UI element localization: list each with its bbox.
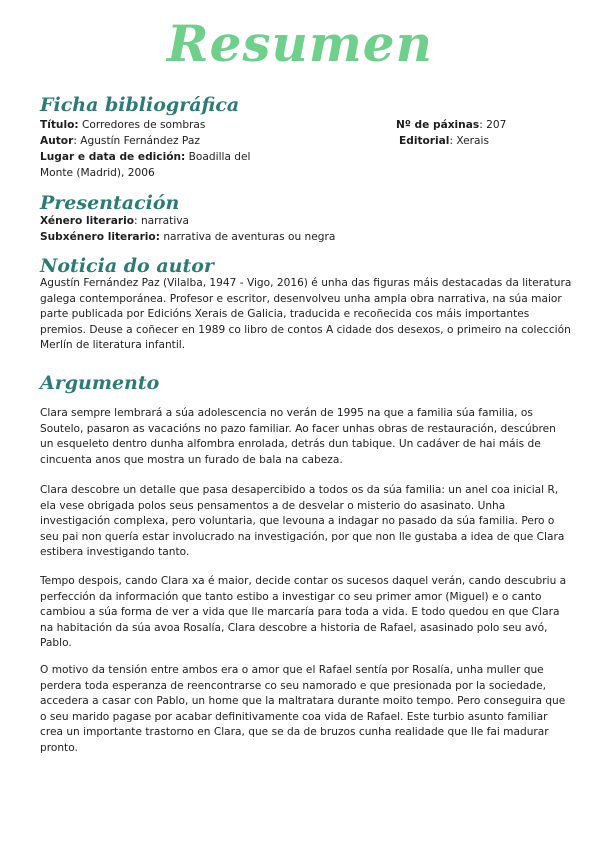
ficha-autor: [40, 133, 200, 149]
ficha-lugar: [40, 149, 251, 165]
subxenero-value: narrativa de aventuras ou negra: [163, 231, 336, 243]
titulo-label: Título:: [40, 119, 79, 131]
argumento-paragraph-3: Tempo despois, cando Clara xa é maior, decide contar os sucesos daquel verán, cando descubriu a perfección da información que tanto estibo a investigar co seu primer amor (Miguel) e o canto cambiou a súa forma de ver a vida que lle marcaría para toda a vida. E todo quedou en que Clara na habitación da súa avoa Rosalía, Clara descobre a historia de Rafael, asasinado polo seu avó, Pablo.: [40, 575, 567, 649]
argumento-paragraph-2: Clara descobre un detalle que pasa desapercibido a todos os da súa familia: un anel coa inicial R, ela vese obrigada polos seus pensamentos a de desvelar o misterio do asasinato. Unha investigación complexa, pero voluntaria, que levouna a indagar no pasado da súa familia. Pero o seu pai non quería estar involucrado na investigación, por que non lle gustaba a idea de que Clara estibera investigando tanto.: [40, 484, 565, 558]
heading-noticia: Noticia do autor: [40, 255, 214, 277]
ficha-editorial: [399, 133, 489, 149]
editorial-value: : Xerais: [449, 135, 489, 147]
editorial-label: Editorial: [399, 135, 450, 147]
noticia-text: Agustín Fernández Paz (Vilalba, 1947 - Vigo, 2016) é unha das figuras máis destacadas da literatura galega contemporánea. Profesor e escritor, desenvolveu unha ampla obra narrativa, na súa maior parte publicada por Edicións Xerais de Galicia, traducida e recoñecida cos máis importantes premios. Deuse a coñecer en 1989 co libro de contos A cidade dos desexos, o primeiro na colección Merlín de literatura infantil.: [40, 277, 572, 351]
lugar-label: Lugar e data de edición:: [40, 151, 186, 163]
autor-value: : Agustín Fernández Paz: [73, 135, 200, 147]
heading-ficha: Ficha bibliográfica: [40, 94, 240, 116]
presentacion-xenero: [40, 213, 189, 229]
subxenero-label: Subxénero literario:: [40, 231, 160, 243]
presentacion-subxenero: [40, 229, 335, 245]
paxinas-label: Nº de páxinas: [396, 119, 480, 131]
autor-label: Autor: [40, 135, 74, 147]
ficha-paxinas: [396, 117, 506, 133]
xenero-label: Xénero literario: [40, 215, 135, 227]
heading-presentacion: Presentación: [40, 192, 180, 214]
titulo-value: Corredores de sombras: [81, 119, 206, 131]
ficha-titulo: [40, 117, 205, 133]
xenero-value: : narrativa: [134, 215, 190, 227]
lugar-value-1: Boadilla del: [188, 151, 251, 163]
argumento-paragraph-4: O motivo da tensión entre ambos era o amor que el Rafael sentía por Rosalía, unha muller que perdera toda esperanza de reencontrarse co seu namorado e que presionada por la sociedade, accedera a casar con Pablo, un home que la maltratara durante moito tempo. Pero conseguira que o seu marido pagase por acabar definitivamente coa vida de Rafael. Este turbio asunto familiar crea un importante trastorno en Clara, que se da de bruzos cunha realidade que lle fai madurar pronto.: [40, 664, 566, 754]
lugar-value-2: Monte (Madrid), 2006: [40, 167, 155, 179]
paxinas-value: : 207: [479, 119, 507, 131]
argumento-paragraph-1: Clara sempre lembrará a súa adolescencia no verán de 1995 na que a familia súa familia, os Soutelo, pasaron as vacacións no pazo familiar. Ao facer unhas obras de restauración, descúbren un esqueleto dentro dunha alfombra enrolada, detrás dun tabique. Un cadáver de hai máis de cincuenta anos que mostra un furado de bala na cabeza.: [40, 407, 556, 466]
heading-argumento: Argumento: [40, 372, 160, 394]
document-title: Resumen: [167, 14, 433, 73]
